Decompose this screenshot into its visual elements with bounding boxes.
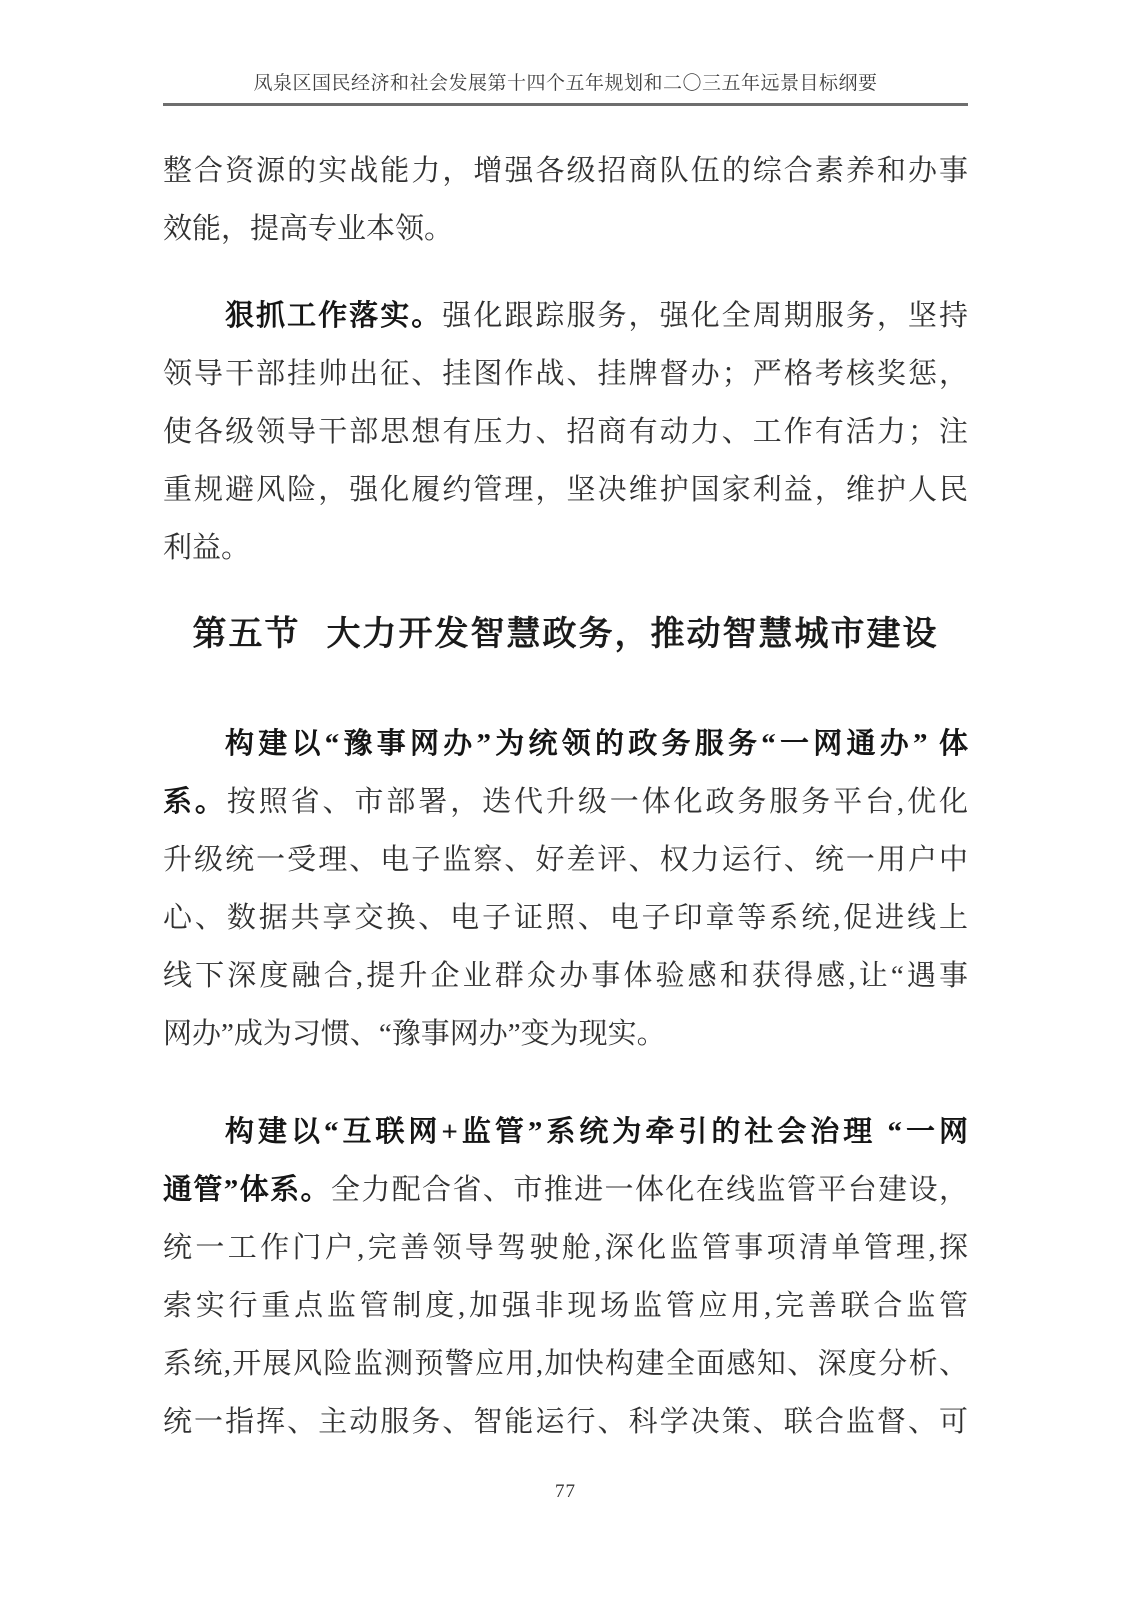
body-text: 利益。 xyxy=(163,532,251,564)
body-text: 升级统一受理、电子监察、好差评、权力运行、统一用户中 xyxy=(163,844,968,876)
paragraph xyxy=(163,287,968,577)
text-line xyxy=(163,831,968,889)
header-title: 凤泉区国民经济和社会发展第十四个五年规划和二〇三五年远景目标纲要 xyxy=(253,73,878,94)
document-body xyxy=(163,142,968,1451)
text-line xyxy=(163,345,968,403)
text-line xyxy=(163,403,968,461)
body-text: 强化跟踪服务，强化全周期服务，坚持 xyxy=(442,300,968,332)
text-line xyxy=(163,461,968,519)
section-heading xyxy=(163,611,968,659)
bold-lead-text: 狠抓工作落实。 xyxy=(225,300,443,332)
text-line xyxy=(163,1277,968,1335)
paragraph xyxy=(163,715,968,1063)
body-text: 系统,开展风险监测预警应用,加快构建全面感知、深度分析、 xyxy=(163,1348,968,1380)
text-line xyxy=(163,1219,968,1277)
bold-lead-text: 通管”体系。 xyxy=(163,1174,331,1206)
text-line xyxy=(163,519,968,577)
bold-lead-text: 构建以“豫事网办”为统领的政务服务“一网通办” 体 xyxy=(225,728,968,760)
bold-lead-text: 系。 xyxy=(163,786,227,818)
body-text: 按照省、市部署，迭代升级一体化政务服务平台,优化 xyxy=(226,786,968,818)
body-text: 效能，提高专业本领。 xyxy=(163,213,454,245)
body-text: 全力配合省、市推进一体化在线监管平台建设， xyxy=(330,1174,968,1206)
text-line xyxy=(163,773,968,831)
body-text: 线下深度融合,提升企业群众办事体验感和获得感,让“遇事 xyxy=(163,960,968,992)
paragraph xyxy=(163,1103,968,1451)
text-line xyxy=(163,1393,968,1451)
text-line xyxy=(163,715,968,773)
body-text: 重规避风险，强化履约管理，坚决维护国家利益，维护人民 xyxy=(163,474,968,506)
section-number: 第五节 xyxy=(192,616,301,653)
text-line xyxy=(163,200,968,258)
paragraph xyxy=(163,142,968,258)
body-text: 使各级领导干部思想有压力、招商有动力、工作有活力；注 xyxy=(163,416,968,448)
body-text: 整合资源的实战能力，增强各级招商队伍的综合素养和办事 xyxy=(163,155,968,187)
bold-lead-text: 构建以“互联网+监管”系统为牵引的社会治理 “一网 xyxy=(225,1116,968,1148)
page-number: 77 xyxy=(555,1481,576,1502)
text-line xyxy=(163,142,968,200)
body-text: 索实行重点监管制度,加强非现场监管应用,完善联合监管 xyxy=(163,1290,968,1322)
text-line xyxy=(163,947,968,1005)
body-text: 统一指挥、主动服务、智能运行、科学决策、联合监督、可 xyxy=(163,1406,968,1438)
text-line xyxy=(163,1005,968,1063)
text-line xyxy=(163,1161,968,1219)
section-title: 大力开发智慧政务，推动智慧城市建设 xyxy=(326,616,939,653)
text-line xyxy=(163,1103,968,1161)
body-text: 网办”成为习惯、“豫事网办”变为现实。 xyxy=(163,1018,666,1050)
text-line xyxy=(163,287,968,345)
text-line xyxy=(163,1335,968,1393)
body-text: 领导干部挂帅出征、挂图作战、挂牌督办；严格考核奖惩， xyxy=(163,358,968,390)
page-header xyxy=(163,0,968,106)
body-text: 统一工作门户,完善领导驾驶舱,深化监管事项清单管理,探 xyxy=(163,1232,968,1264)
text-line xyxy=(163,889,968,947)
body-text: 心、数据共享交换、电子证照、电子印章等系统,促进线上 xyxy=(163,902,968,934)
